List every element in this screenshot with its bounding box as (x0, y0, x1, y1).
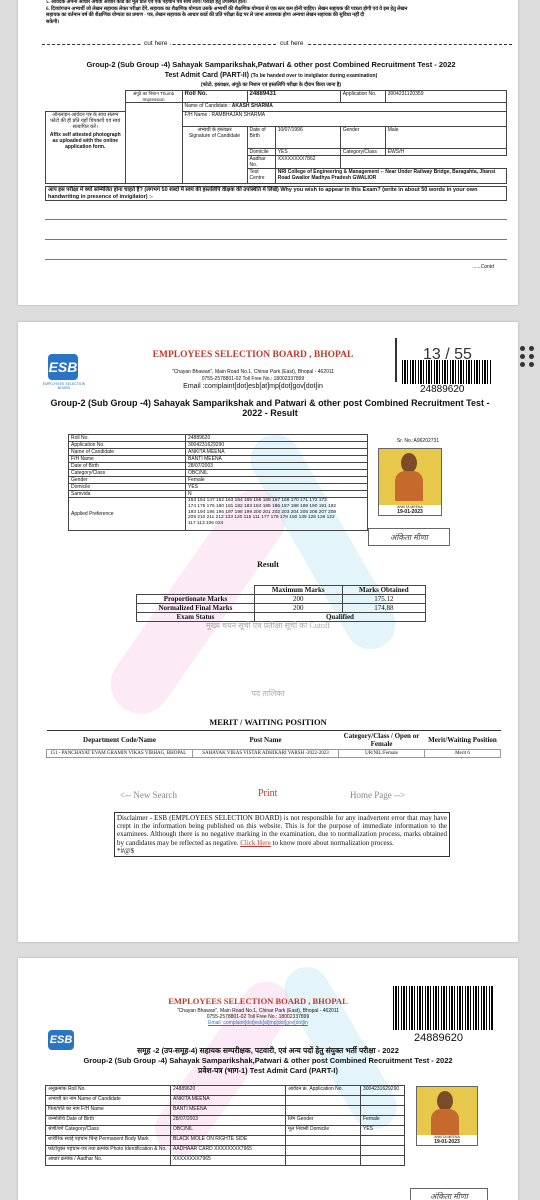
application-label: Application No. (340, 91, 385, 103)
detail-row (69, 491, 368, 498)
admit-row-label2: आवेदन क्र. Application No. (286, 1086, 361, 1096)
instructions-hindi (46, 0, 508, 26)
admit-row-label: श्रेणी/वर्ग Category/Class (46, 1126, 171, 1136)
contd-label: ......Contd (472, 264, 494, 270)
result-page (18, 322, 518, 942)
detail-row (69, 449, 368, 456)
admit-row-label: पिता/पति का नाम F/H Name (46, 1106, 171, 1116)
normalization-click-here-link[interactable]: Click Here (240, 838, 271, 847)
email: Email :complaint[dot]esb[at]mp[dot]gov[dot]in (183, 383, 323, 390)
detail-row (69, 435, 368, 442)
detail-label: Application No. (69, 442, 186, 449)
exam-status-label: Exam Status (137, 613, 255, 622)
writing-line (45, 200, 507, 220)
admit-card-page-part2 (18, 0, 518, 305)
admit-row-label: फोटोयुक्त पहचान-पत्र तथा क्रमांक Photo Identification & No. (46, 1146, 171, 1156)
admit-row-value2 (361, 1106, 405, 1116)
detail-row (69, 463, 368, 470)
merit-position: Merit 6 (425, 750, 501, 758)
admit-row-label2 (286, 1096, 361, 1106)
merit-category: UR/NIL/Female (339, 750, 425, 758)
print-link[interactable]: Print (258, 788, 278, 799)
candidate-details-table (45, 90, 507, 184)
signature-label-hindi: अभ्यर्थी के हस्ताक्षर (197, 127, 232, 134)
more-options-icon[interactable] (520, 346, 536, 366)
admit-row-value: 28/07/2003 (171, 1116, 286, 1126)
preference-line: 193 194 195 196 197 198 199 200 201 202 203 204 205 206 207 208 (188, 509, 337, 515)
admit-row-label: शारीरिक स्थाई पहचान चिन्ह Permanent Body Mark (46, 1136, 171, 1146)
photo-face (437, 1091, 453, 1111)
admit-row-value: BANTI MEENA (171, 1106, 286, 1116)
merit-heading: MERIT / WAITING POSITION (209, 717, 327, 727)
candidate-name-cell (182, 103, 507, 112)
page-indicator (395, 338, 487, 382)
address-line-1: "Chayan Bhawan", Main Road No.1, Chinar Park (East), Bhopal - 462011 (176, 1008, 340, 1014)
admit-row-value: 24889620 (171, 1086, 286, 1096)
admit-card-page-part1 (18, 958, 518, 1200)
detail-value: Female (186, 477, 368, 484)
candidate-name-label: Name of Candidate : (184, 103, 231, 109)
admit-row-value: XXXXXXXX7965 (171, 1156, 286, 1166)
admit-title-line (46, 72, 496, 79)
category-value: EWS/H (385, 149, 506, 156)
admit-row-label: जन्मतिथि Date of Birth (46, 1116, 171, 1126)
writing-line (45, 240, 507, 260)
admit-row (46, 1146, 405, 1156)
title-english: Group-2 (Sub Group -4) Sahayak Samparikshak,Patwari & other post Combined Recruitment Test - 2022 (83, 1056, 453, 1065)
application-value: 3004231120359 (385, 91, 506, 103)
photo-caption (417, 1135, 477, 1145)
preference-label: Applied Preference (69, 498, 186, 531)
detail-label: Name of Candidate (69, 449, 186, 456)
writing-line (45, 220, 507, 240)
admit-note: (To be handed over to invigilator during examination) (250, 73, 378, 79)
instruction-line: 6. दिव्यांगजन अभ्यर्थी जो लेखन सहायक लेकर परीक्षा देंगे, सहायक का शैक्षणिक योग्यता उसके अभ्यर्थी की शैक्षणिक योग्यता से एक स्तर कम होनी चाहिए। लेखन सहायक की पात्रता होगी एवं वे इस हेतु लेखन (46, 6, 408, 12)
category-label: Category/Class (340, 149, 385, 156)
preference-line: 153 154 147 162 163 164 165 166 168 167 169 170 171 172 173 (188, 498, 327, 503)
preference-line: 209 210 211 212 133 120 115 111 177 179 178 150 135 128 126 122 (188, 515, 335, 521)
photo-caption-date: 19-01-2023 (397, 509, 423, 515)
max-marks-header: Maximum Marks (254, 586, 342, 595)
photo-instruction (46, 111, 126, 184)
admit-row-value: OBC/NIL (171, 1126, 286, 1136)
photo-body (395, 471, 423, 501)
address-line-1: "Chayan Bhawan", Main Road No.1, Chinar Park (East), Bhopal - 462011 (171, 369, 335, 375)
detail-value: N (186, 491, 368, 498)
serial-number: Sr. No.:A96202731 (396, 438, 440, 444)
disclaimer-code: *#@$ (117, 846, 134, 855)
signature-label-english: Signature of Candidate (188, 133, 241, 140)
barcode-number: 24889620 (414, 1032, 463, 1044)
admit-row-value2 (361, 1146, 405, 1156)
admit-row-label2 (286, 1146, 361, 1156)
admit-row-label: आधार क्रमांक / Aadhar No. (46, 1156, 171, 1166)
admit-row-value: AADHAAR CARD XXXXXXXX7965 (171, 1146, 286, 1156)
preference-line: 117 113 106 024 (188, 521, 224, 527)
merit-table (46, 730, 501, 758)
disclaimer-tail: to know more about normalization process. (272, 838, 394, 847)
candidate-photo (416, 1086, 478, 1146)
instruction-line: सकेगी। (46, 19, 60, 25)
marks-table (136, 585, 426, 622)
admit-row-value2: YES (361, 1126, 405, 1136)
fh-label: F/H Name : (184, 111, 211, 118)
preference-line: 174 175 176 180 181 182 183 184 185 186 187 188 189 190 191 192 (188, 503, 337, 509)
gender-value: Male (385, 127, 506, 149)
cut-line (42, 40, 512, 55)
admit-row (46, 1126, 405, 1136)
admit-row (46, 1086, 405, 1096)
admit-row-value: ANKITA MEENA (171, 1096, 286, 1106)
cut-here-label: cut here (144, 40, 168, 47)
admit-row-value2 (361, 1156, 405, 1166)
aadhar-label: Aadhar No. (247, 156, 275, 169)
photo-label-hindi: ऑनलाइन आवेदन पत्र के साथ संलग्न फोटो की ही प्रति यहाँ चिपकाएँ एवं स्वयं सत्यापित करें। (50, 111, 121, 130)
post-table-heading: पद तालिका (251, 689, 285, 698)
address-line-2: 0755-2578801-02 Toll Free No.: 18002337899 (206, 1014, 310, 1020)
admit-hindi-note: (फोटो, हस्ताक्षर, अंगूठे का निशान एवं हस्तलिपि परीक्षा के दौरान किया जाना है) (200, 82, 342, 88)
detail-row (69, 442, 368, 449)
result-heading: Result (257, 560, 279, 569)
marks-obtained-header: Marks Obtained (342, 586, 425, 595)
marks-row-obtained: 175.12 (342, 595, 425, 604)
merit-header-department: Department Code/Name (83, 736, 156, 744)
disclaimer-box (114, 812, 450, 857)
detail-row (69, 456, 368, 463)
result-details-table (68, 434, 368, 531)
admit-row-value2: Female (361, 1116, 405, 1126)
dob-value: 10/07/1996 (275, 127, 340, 149)
candidate-signature: अंकिता मीणा (410, 1188, 488, 1200)
photo-face (401, 453, 417, 473)
board-name: EMPLOYEES SELECTION BOARD , BHOPAL (152, 350, 354, 360)
group-title: Group-2 (Sub Group -4) Sahayak Samparikshak,Patwari & other post Combined Recruitment Test - 2022 (86, 60, 456, 69)
admit-row-label2 (286, 1136, 361, 1146)
barcode (393, 986, 493, 1030)
admit-row (46, 1136, 405, 1146)
photo-caption-name: ANKITA MEENA (434, 1135, 460, 1139)
merit-header-category: Category/Class / Open or Female (343, 732, 420, 748)
admit-row-label2: मूल निवासी Domicile (286, 1126, 361, 1136)
aadhar-value: XXXXXXXX7862 (275, 156, 340, 169)
detail-label: Gender (69, 477, 186, 484)
admit-row-label: अनुक्रमांक Roll No. (46, 1086, 171, 1096)
title-hindi: समूह -2 (उप-समूह-4) सहायक सम्परीक्षक, पटवारी, एवं अन्य पदों हेतु संयुक्त भर्ती परीक्षा - 2022 (137, 1046, 399, 1055)
barcode-number: 24889620 (420, 384, 465, 395)
detail-label: Category/Class (69, 470, 186, 477)
cutoff-heading: मुख्य चयन सूची एवं प्रतीक्षा सूची का Cutoff (205, 621, 331, 630)
detail-value: 3004231629290 (186, 442, 368, 449)
admit-row (46, 1116, 405, 1126)
fh-value: RAMBHAJAN SHARMA (211, 111, 266, 118)
detail-label: F/H Name (69, 456, 186, 463)
admit-row (46, 1096, 405, 1106)
admit-row (46, 1106, 405, 1116)
marks-row-label: Proportionate Marks (137, 595, 255, 604)
detail-value: ANKITA MEENA (186, 449, 368, 456)
detail-label: Samvida (69, 491, 186, 498)
detail-row (69, 484, 368, 491)
photo-caption-name: ANKITA MEENA (397, 505, 423, 509)
photo-caption-date: 19-01-2023 (434, 1139, 460, 1145)
result-title: Group-2 (Sub Group -4) Sahayak Samparikshak and Patwari & other post Combined Recruitment Test - 2022 - Result (50, 398, 490, 418)
handwriting-lines (45, 200, 507, 260)
admit-title: Test Admit Card (PART-II) (164, 72, 249, 79)
admit-details-table (45, 1085, 405, 1166)
admit-row (46, 1156, 405, 1166)
marks-row-max: 200 (254, 604, 342, 613)
marks-row (137, 595, 426, 604)
domicile-value: YES (275, 149, 340, 156)
admit-row-value2: 3004231629290 (361, 1086, 405, 1096)
detail-value: YES (186, 484, 368, 491)
centre-value: NRI College of Engineering & Management -- Near Under Railway Bridge, Baragahta, Jhansi Road Gwalior Madhya Pradesh GWALIOR (275, 169, 506, 184)
detail-row (69, 470, 368, 477)
merit-header-post: Post Name (249, 736, 282, 744)
merit-header-position: Merit/Waiting Position (428, 736, 497, 744)
centre-label: Test Centre (247, 169, 275, 184)
detail-row (69, 477, 368, 484)
signature-instruction (182, 127, 247, 184)
admit-row-value: BLACK MOLE ON RIGHTE SIDE (171, 1136, 286, 1146)
instruction-line: सहायक का वर्तमान वर्ष की शैक्षणिक योग्यता का प्रमाण - पत्र, लेखन सहायक के आधार कार्ड की प्रति परीक्षा केंद्र पर ले जाना आवश्यक होगा अन्यथा लेखन सहायक की सुविधा नहीं दी (46, 13, 365, 18)
marks-row-label: Normalized Final Marks (137, 604, 255, 613)
dob-label: Date of Birth (247, 127, 275, 149)
detail-value: 24889620 (186, 435, 368, 442)
roll-value: 24889431 (247, 91, 340, 103)
board-name: EMPLOYEES SELECTION BOARD , BHOPAL (168, 996, 348, 1006)
admit-card-label: प्रवेश-पत्र (भाग-1) Test Admit Card (PART-I) (198, 1066, 338, 1075)
detail-value: OBC/NIL (186, 470, 368, 477)
gender-label: Gender (340, 127, 385, 149)
detail-value: BANTI MEENA (186, 456, 368, 463)
esb-logo: ESB (48, 354, 78, 380)
candidate-photo (378, 448, 442, 516)
merit-post: SAHAYAK VIKAS VISTAR ADHIKARI VARSH -2022-2023 (193, 750, 339, 758)
address-line-2: 0755-2578801-02 Toll Free No.: 18002337899 (201, 376, 305, 382)
detail-label: Roll No. (69, 435, 186, 442)
cut-here-label: cut here (280, 40, 304, 47)
detail-label: Domicile (69, 484, 186, 491)
detail-label: Date of Birth (69, 463, 186, 470)
fh-name-cell (182, 111, 507, 127)
exam-status-value: Qualified (254, 613, 425, 622)
disclaimer-text: Disclaimer - ESB (EMPLOYEES SELECTION BOARD) is not responsible for any inadvertent error that may have crept in the information being published on this website. This is for the purpose of immediate information to the examinees. Although there is no negative marking in the examination, due to normalization process, marks obtained by candidates may be reflected as negative. (117, 814, 447, 847)
photo-label-english: Affix self attested photograph as uploaded with the online application form. (49, 131, 121, 150)
esb-logo: ESB (48, 1030, 74, 1050)
why-question: आप इस परीक्षा में क्यों सम्मिलित होना चाहते हैं? (लगभग 50 शब्दों में स्वयं की हस्तलिपि वीक्षक की उपस्थिति में लिखें) Why you wish to appear in this Exam? (write in about 50 words in your own handwriting in presence of invigilator) :- (45, 186, 507, 201)
admit-row-value2 (361, 1096, 405, 1106)
marks-row-max: 200 (254, 595, 342, 604)
instruction-line: 5. आवेदक अपना आधार अथवा आधार कार्ड का मूल प्रति एवं एक पहचान पत्र साथ लावें। परीक्षा हेतु उपस्थित होते। (46, 0, 247, 5)
new-search-link[interactable]: <-- New Search (120, 790, 178, 800)
detail-value: 28/07/2003 (186, 463, 368, 470)
merit-department: 151 - PANCHAYAT EVAM GRAMIN VIKAS VIBHAG, BHOPAL (47, 750, 193, 758)
preference-values (186, 498, 368, 531)
admit-row-label2 (286, 1106, 361, 1116)
home-page-link[interactable]: Home Page --> (350, 790, 406, 800)
marks-row (137, 604, 426, 613)
admit-row-value2 (361, 1136, 405, 1146)
esb-logo-subtitle: EMPLOYEES SELECTION BOARD (42, 382, 86, 390)
admit-row-label2 (286, 1156, 361, 1166)
page-indicator-text: 13 / 55 (423, 346, 472, 363)
email: Email :complaint[dot]esb[at]mp[dot]gov[dot]in (208, 1020, 308, 1026)
roll-label: Roll No. (182, 91, 247, 103)
marks-row-obtained: 174.88 (342, 604, 425, 613)
candidate-signature: अंकिता मीणा (368, 528, 450, 546)
candidate-name-value: AKASH SHARMA (231, 103, 273, 109)
photo-caption (379, 505, 441, 515)
admit-row-label: अभ्यर्थी का नाम Name of Candidate (46, 1096, 171, 1106)
thumb-label: अंगूठे का निशान Thumb Impression (125, 91, 182, 103)
admit-row-label2: लिंग Gender (286, 1116, 361, 1126)
domicile-label: Domicile (247, 149, 275, 156)
